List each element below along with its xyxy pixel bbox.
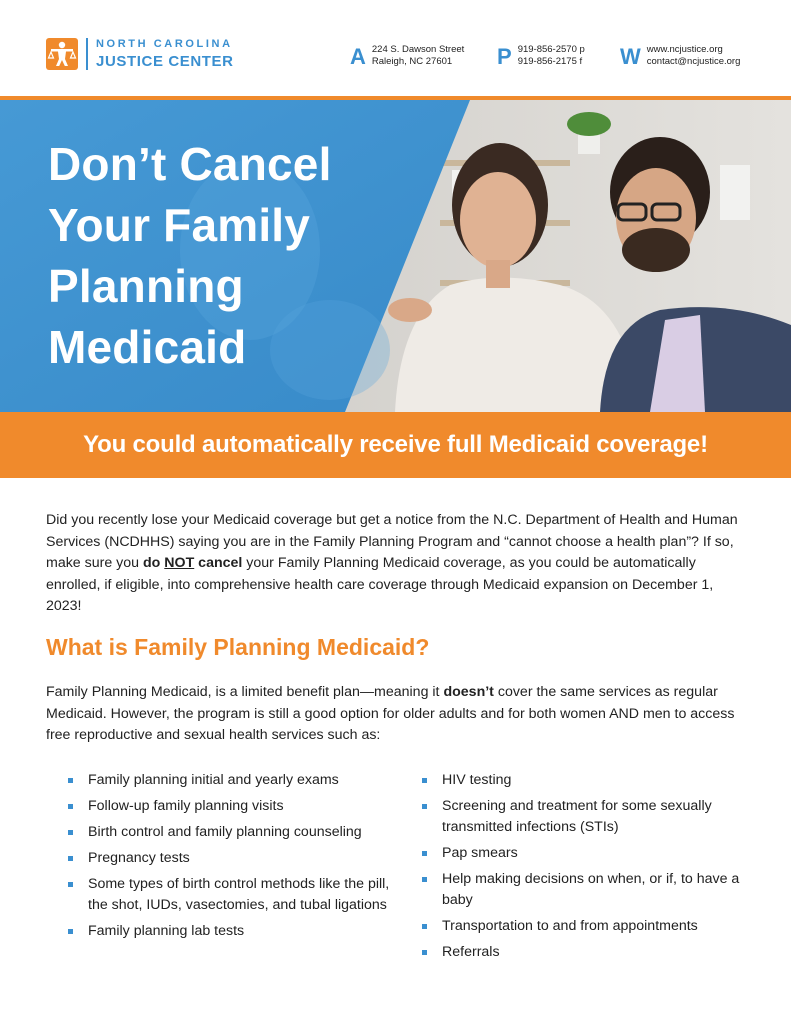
services-list-left: [64, 770, 404, 947]
section-para-bold: doesn’t: [443, 684, 494, 700]
intro-bold-not: NOT: [164, 555, 195, 571]
logo-text: [96, 39, 234, 69]
list-item-text: Family planning lab tests: [88, 923, 245, 939]
phone-line[interactable]: 919-856-2570 p: [517, 44, 585, 55]
hero-title-line3: Planning: [48, 260, 244, 312]
logo-divider: [86, 38, 88, 70]
list-item-text: Transportation to and from appointments: [442, 918, 698, 934]
logo[interactable]: [46, 38, 234, 70]
justice-figure-icon: [46, 38, 78, 70]
list-item: [418, 916, 748, 937]
section-paragraph: [46, 682, 748, 747]
bullet-icon: [422, 950, 427, 955]
logo-line1: NORTH CAROLINA: [96, 38, 233, 50]
bullet-icon: [68, 856, 73, 861]
list-item-text: Birth control and family planning counseling: [88, 824, 362, 840]
contact-web: [620, 44, 740, 68]
contact-phone: [497, 44, 585, 68]
bullet-icon: [422, 778, 427, 783]
address-line1: 224 S. Dawson Street: [371, 44, 465, 55]
fax-line: 919-856-2175 f: [517, 56, 583, 67]
bullet-icon: [68, 929, 73, 934]
list-item-text: Follow-up family planning visits: [88, 798, 284, 814]
list-item-text: Referrals: [442, 944, 500, 960]
list-item: [418, 843, 748, 864]
intro-bold-cancel: cancel: [194, 555, 243, 571]
email-link[interactable]: contact@ncjustice.org: [646, 56, 741, 67]
bullet-icon: [68, 778, 73, 783]
website-link[interactable]: www.ncjustice.org: [646, 44, 723, 55]
list-item-text: Pregnancy tests: [88, 850, 190, 866]
list-item-text: Family planning initial and yearly exams: [88, 772, 339, 788]
contact-address: [350, 44, 464, 68]
list-item: [64, 874, 404, 916]
list-item: [64, 921, 404, 942]
list-item: [418, 869, 748, 911]
hero-title: [48, 134, 428, 378]
section-para-part1: Family Planning Medicaid, is a limited benefit plan—meaning it: [46, 684, 444, 700]
list-item-text: Help making decisions on when, or if, to have a baby: [442, 871, 740, 908]
section-heading: What is Family Planning Medicaid?: [46, 634, 430, 660]
intro-part1: Did you recently lose your Medicaid coverage but get a notice from the N.C. Department of Health and Human Services (NCDHHS) saying you are in the Family Planning Program and “cannot choose a health plan”? If so, make sure you: [46, 512, 738, 571]
web-letter-icon: W: [620, 44, 641, 69]
banner-text: You could automatically receive full Medicaid coverage!: [83, 431, 708, 458]
services-list-right: [418, 770, 748, 968]
phone-letter-icon: P: [497, 44, 512, 69]
bullet-icon: [68, 882, 73, 887]
logo-line2: JUSTICE CENTER: [96, 53, 234, 70]
list-item: [418, 942, 748, 963]
hero-title-line2: Your Family: [48, 199, 311, 251]
list-item: [64, 848, 404, 869]
bullet-icon: [422, 877, 427, 882]
address-line2: Raleigh, NC 27601: [371, 56, 453, 67]
list-item-text: Screening and treatment for some sexually transmitted infections (STIs): [442, 798, 712, 835]
bullet-icon: [422, 851, 427, 856]
intro-part2: your Family Planning Medicaid coverage, as you could be automatically enrolled, if eligible, into comprehensive health care coverage through Medicaid expansion on December 1, 2023!: [46, 555, 714, 614]
list-item-text: Some types of birth control methods like the pill, the shot, IUDs, vasectomies, and tubal ligations: [88, 876, 390, 913]
bullet-icon: [422, 804, 427, 809]
bullet-icon: [68, 804, 73, 809]
list-item-text: Pap smears: [442, 845, 518, 861]
section-para-part2: cover the same services as regular Medicaid. However, the program is still a good option for older adults and for both women AND men to access free reproductive and sexual health services such as:: [46, 684, 735, 743]
bullet-icon: [422, 924, 427, 929]
intro-emphasis: [143, 555, 242, 571]
list-item: [418, 796, 748, 838]
intro-bold-do: do: [143, 555, 165, 571]
bullet-icon: [68, 830, 73, 835]
list-item: [418, 770, 748, 791]
hero-title-line1: Don’t Cancel: [48, 138, 332, 190]
hero: [0, 100, 791, 412]
coverage-banner: [0, 412, 791, 478]
list-item: [64, 796, 404, 817]
hero-title-line4: Medicaid: [48, 321, 247, 373]
list-item: [64, 822, 404, 843]
list-item: [64, 770, 404, 791]
list-item-text: HIV testing: [442, 772, 512, 788]
address-letter-icon: A: [350, 44, 366, 69]
header: [0, 0, 791, 96]
intro-paragraph: [46, 510, 748, 618]
